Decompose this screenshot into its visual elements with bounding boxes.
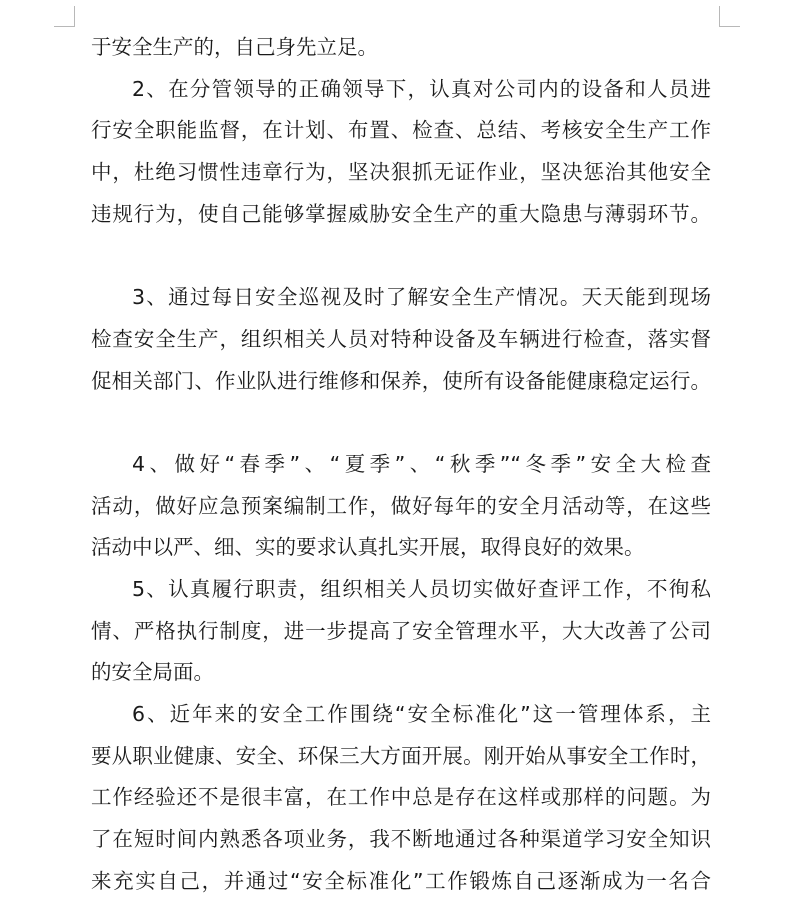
page-corner-mark-right — [719, 6, 740, 27]
paragraph-4-line-1: 4、做好“春季”、“夏季”、“秋季”“冬季”安全大检查 — [132, 451, 711, 476]
paragraph-2-line-2: 行安全职能监督，在计划、布置、检查、总结、考核安全生产工作 — [91, 118, 711, 143]
paragraph-4-line-3: 活动中以严、细、实的要求认真扎实开展，取得良好的效果。 — [91, 535, 645, 560]
paragraph-2-line-3: 中，杜绝习惯性违章行为，坚决狠抓无证作业，坚决惩治其他安全 — [91, 160, 711, 185]
paragraph-3-line-1: 3、通过每日安全巡视及时了解安全生产情况。天天能到现场 — [132, 285, 711, 310]
paragraph-6-line-4: 了在短时间内熟悉各项业务，我不断地通过各种渠道学习安全知识 — [91, 827, 711, 852]
paragraph-2-line-4: 违规行为，使自己能够掌握威胁安全生产的重大隐患与薄弱环节。 — [91, 201, 711, 226]
paragraph-6-line-2: 要从职业健康、安全、环保三大方面开展。刚开始从事安全工作时， — [91, 743, 711, 768]
paragraph-5-line-3: 的安全局面。 — [91, 660, 214, 685]
paragraph-4-line-2: 活动，做好应急预案编制工作，做好每年的安全月活动等，在这些 — [91, 493, 711, 518]
paragraph-5-line-2: 情、严格执行制度，进一步提高了安全管理水平，大大改善了公司 — [91, 618, 711, 643]
paragraph-gap — [91, 402, 711, 444]
paragraph-5-line-1: 5、认真履行职责，组织相关人员切实做好查评工作，不徇私 — [132, 576, 711, 601]
paragraph-3-line-3: 促相关部门、作业队进行维修和保养，使所有设备能健康稳定运行。 — [91, 368, 711, 393]
document-body — [91, 27, 711, 902]
paragraph-gap — [91, 235, 711, 277]
paragraph-3-line-2: 检查安全生产，组织相关人员对特种设备及车辆进行检查，落实督 — [91, 326, 711, 351]
page-corner-mark-left — [54, 6, 75, 27]
paragraph-6-line-5: 来充实自己，并通过“安全标准化”工作锻炼自己逐渐成为一名合 — [91, 868, 711, 893]
paragraph-6-line-3: 工作经验还不是很丰富，在工作中总是存在这样或那样的问题。为 — [91, 785, 711, 810]
paragraph-2-line-1: 2、在分管领导的正确领导下，认真对公司内的设备和人员进 — [132, 76, 711, 101]
paragraph-6-line-1: 6、近年来的安全工作围绕“安全标准化”这一管理体系，主 — [132, 702, 711, 726]
text-line: 于安全生产的，自己身先立足。 — [91, 35, 378, 59]
